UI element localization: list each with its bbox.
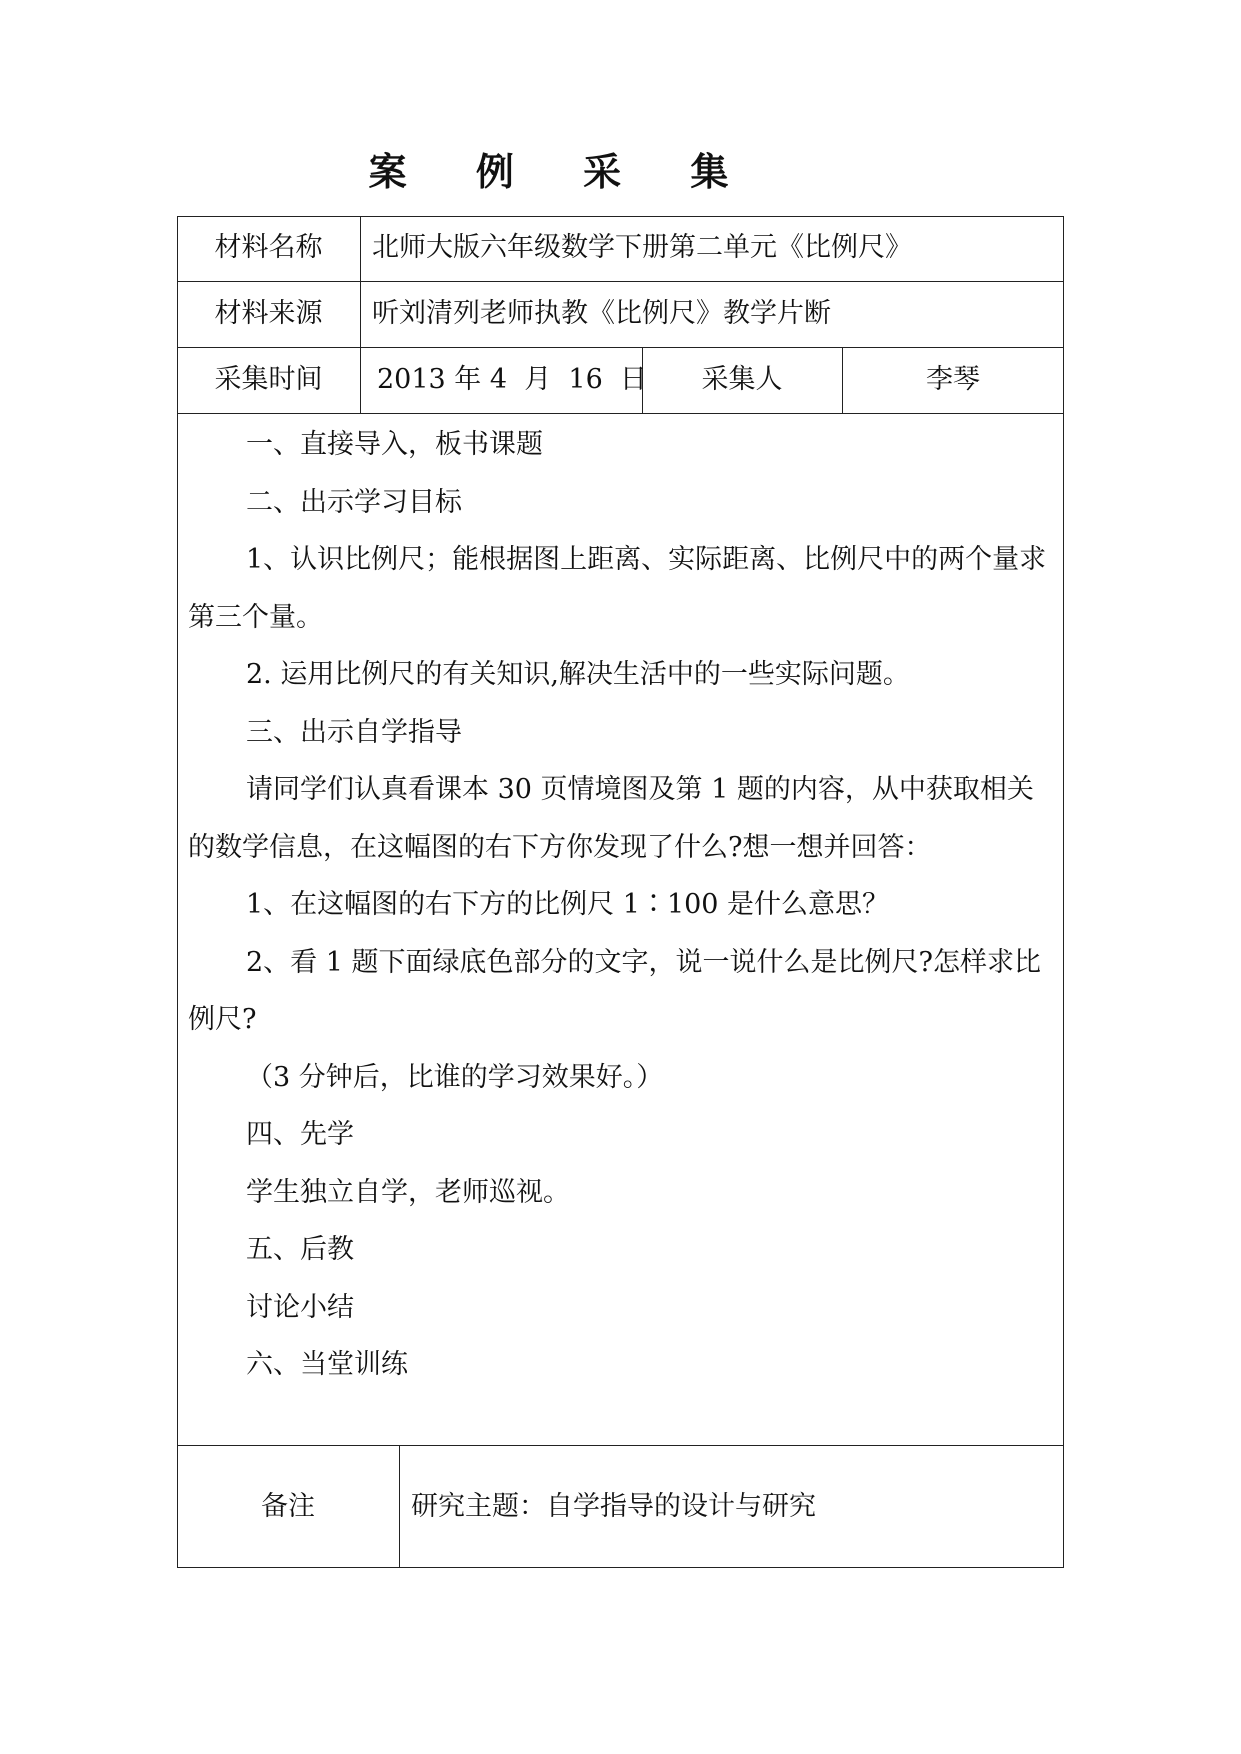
content-paragraph: 二、出示学习目标 [246,486,462,518]
material-name-label: 材料名称 [214,232,323,263]
content-paragraph: 五、后教 [246,1234,354,1265]
content-paragraph: 讨论小结 [246,1291,354,1323]
column-divider [399,1445,400,1568]
content-paragraph: 一、直接导入，板书课题 [246,429,543,460]
column-divider [360,216,361,413]
remarks-label: 备注 [261,1491,315,1522]
content-paragraph: （3 分钟后，比谁的学习效果好。） [246,1061,664,1093]
content-paragraph: 四、先学 [246,1119,354,1150]
material-source-value: 听刘清列老师执教《比例尺》教学片断 [372,298,831,329]
content-paragraph: 1、认识比例尺；能根据图上距离、实际距离、比例尺中的两个量求第三个量。 [188,544,1047,633]
collect-time-label: 采集时间 [214,364,323,395]
row-divider [177,347,1064,348]
collect-time-value: 2013 年 4 月 16 日 [377,364,647,395]
row-divider [177,281,1064,282]
content-paragraph: 2. 运用比例尺的有关知识,解决生活中的一些实际问题。 [246,659,910,690]
row-divider [177,1445,1064,1446]
content-paragraph: 学生独立自学，老师巡视。 [246,1176,570,1208]
content-paragraph: 三、出示自学指导 [246,716,462,748]
content-paragraph: 1、在这幅图的右下方的比例尺 1∶100 是什么意思？ [246,889,890,920]
content-paragraph: 请同学们认真看课本 30 页情境图及第 1 题的内容，从中获取相关的数学信息，在这幅图的右下方你发现了什么?想一想并回答： [188,774,1034,863]
content-paragraph: 2、看 1 题下面绿底色部分的文字，说一说什么是比例尺?怎样求比例尺? [188,946,1041,1035]
remarks-value: 研究主题：自学指导的设计与研究 [411,1491,816,1522]
collector-value: 李琴 [926,364,980,395]
collector-label: 采集人 [701,364,783,395]
row-divider [177,413,1064,414]
content-paragraph: 六、当堂训练 [246,1349,408,1380]
material-source-label: 材料来源 [214,298,323,329]
material-name-value: 北师大版六年级数学下册第二单元《比例尺》 [372,232,912,263]
case-content [188,416,1054,1394]
page-title: 案 例 采 集 [368,150,757,194]
